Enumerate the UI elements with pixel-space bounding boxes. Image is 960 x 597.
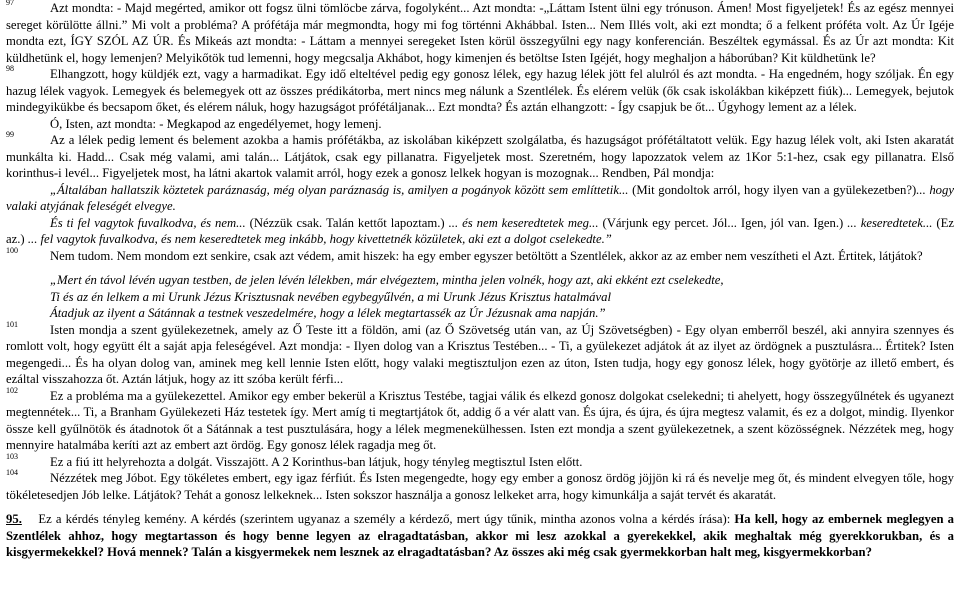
- paragraph-97: [6, 0, 954, 66]
- paragraph-number: 100: [6, 245, 18, 255]
- paragraph-101: [6, 319, 954, 388]
- paragraph-104: [6, 470, 954, 503]
- paragraph-text: Nem tudom. Nem mondom ezt senkire, csak azt védem, amit hiszek: ha egy ember egyszer betöltött a Szentlélek, akkor az az ember nem veszítheti el Azt. Értitek, látjátok?: [50, 248, 923, 263]
- question-lead: Ez a kérdés tényleg kemény. A kérdés (szerintem ugyanaz a személy a kérdező, mert úgy tűnik, mintha azonos volna a kérdés írása):: [38, 512, 731, 526]
- paragraph-text: Nézzétek meg Jóbot. Egy tökéletes embert, egy igaz férfiút. És Isten megengedte, hogy egy ember a gonosz ördög jöjjön ki rá és nevelje meg őt, és mindent elvegyen tőle, hogy tökéletesedjen Jób lelke. Látjátok? Tehát a gonosz lelkeknek... Isten sokszor használja a gonosz lelkeket arra, hogy kimunkálja a saját tervét és akaratát.: [6, 471, 954, 502]
- paragraph-text: Elhangzott, hogy küldjék ezt, vagy a harmadikat. Egy idő elteltével pedig egy gonosz lélek, egy hazug lélek jött fel alulról és azt mondta. - Ha engedném, hogy szóljak. Én egy hazug lélek vagyok. Lemegyek és belemegyek ott az összes prédikátorba, mert nincs meg nálunk a Szentlélek. És elérem velük (ők csak iskolákban kiképzett fiúk)... Lemegyek, bejutok mindegyikükbe és becsapom őket, és elérem náluk, hogy hazugságot prófétáljanak... Ezt mondta? És aztán elhangzott: - Így csapjuk be őt... Úgyhogy lement az a lélek.: [6, 67, 954, 114]
- paragraph-text: Az a lélek pedig lement és belement azokba a hamis prófétákba, az iskolában kiképzett szolgálatba, és hazugságot prófétáltatott velük. Egy hazug lélek volt, aki Isten akaratát munkálta ki. Hadd... Csak még valami, ami talán... Látjátok, csak egy pillanatra. Figyeljetek most. Szeretném, hogy lapozzatok velem az 1Kor 5:1-hez, csak egy pillanatra. Első korinthus-i levél... Figyeljetek most, ha látni akartok valamit arról, hogy ezek a gonosz lelkek hogyan is mozognak... Rendben, Pál mondja:: [6, 133, 954, 180]
- question-text: Ha kell, hogy az embernek meglegyen a Szentlélek ahhoz, hogy megtartasson és hogy benne legyen az elragadtatásban, akkor mi lesz azokkal a gyerekekkel, akik meghaltak még gyerekkorukban, és a kisgyermekekkel? Hová mennek? Talán a kisgyermekek nem lesznek az elragadtatásban? Az összes aki még csak gyermekkorban halt meg, kisgyermekkorban?: [6, 512, 954, 559]
- paragraph-number: 101: [6, 319, 18, 329]
- paragraph-text: Ez a fiú itt helyrehozta a dolgát. Visszajött. A 2 Korinthus-ban látjuk, hogy tényleg megtisztul Isten előtt.: [50, 454, 583, 469]
- paragraph-number: 97: [6, 0, 14, 7]
- paragraph-103: [6, 451, 954, 471]
- scripture-quote: Ti és az én lelkem a mi Urunk Jézus Krisztusnak nevében egybegyűlvén, a mi Urunk Jézus Krisztus hatalmával: [50, 289, 611, 304]
- paragraph-number: 104: [6, 468, 18, 477]
- scripture-quote: „Általában hallatszik köztetek paráznaság, még olyan paráznaság is, amilyen a pogányok között sem említtetik... (Mit gondoltok arról, hogy ilyen van a gyülekezetben?)... hogy valaki atyjának feleségét elvegye.: [6, 182, 954, 213]
- paragraph-number: 103: [6, 451, 18, 461]
- paragraph-number: 98: [6, 64, 14, 73]
- paragraph-text: Isten mondja a szent gyülekezetnek, amely az Ő Teste itt a földön, ami (az Ő Szövetség után van, az Új Szövetségben) - Egy olyan emberről beszél, aki annyira szennyes és romlott volt, hogy együtt élt a saját apja feleségével. Azt mondja: - Ilyen dolog van a Krisztus Testében... - Ti, a gyülekezet adjátok át az ilyet az ördögnek a pusztulásra... Értitek? Isten megengedi... És ha olyan dolog van, aminek meg kell lennie Isten előtt, hogy valaki megtisztuljon ezen az úton, Isten tudja, hogy egy gonosz lélek, hogy gyötörje az illető embert, és ezáltal visszahozza őt. Aztán látjuk, hogy az itt szóba került férfi...: [6, 322, 954, 386]
- paragraph-100: [6, 245, 954, 322]
- paragraph-number: 99: [6, 130, 14, 139]
- question-95: [6, 511, 954, 561]
- question-number: 95.: [6, 512, 22, 526]
- paragraph-text: Ez a probléma ma a gyülekezettel. Amikor egy ember bekerül a Krisztus Testébe, tagjai válik és elkezd gonosz dolgokat cselekedni; ti ahelyett, hogy összegyűlnétek és ugyanezt megtennétek... Ti, a Branham Gyülekezeti Ház testetek így. Mert amíg ti megtartjátok őt, addig ő a vér alatt van. És újra, és újra, és újra megtesz valamit, és ez a dolgot, mindig. Ilyenkor össze kell gyűlnötök és átadnotok őt a Sátánnak a test pusztulására, hogy a lélek megmenekülhessen. Isten ezt mondja a szent gyülekezetnek, a szent közösségnek. Nézzétek meg, hogy mennyire hatalmába keríti azt az embert azt ördög. Egy gonosz lélek ragadja meg őt.: [6, 388, 954, 452]
- paragraph-number: 102: [6, 385, 18, 395]
- paragraph-text: Ó, Isten, azt mondta: - Megkapod az engedélyemet, hogy lemenj.: [50, 116, 382, 131]
- document-page: [6, 0, 954, 561]
- paragraph-98: [6, 66, 954, 132]
- scripture-quote: És ti fel vagytok fuvalkodva, és nem... (Nézzük csak. Talán kettőt lapoztam.) ... és nem keseredtetek meg... (Várjunk egy percet. Jól... Igen, jól van. Igen.) ... keseredtetek... (Ez az.) ... fel vagytok fuvalkodva, és nem keseredtetek meg inkább, hogy kivettetnék közületek, aki ezt a dolgot cselekedte.”: [6, 215, 954, 246]
- paragraph-99: [6, 132, 954, 248]
- paragraph-102: [6, 385, 954, 454]
- scripture-quote: Átadjuk az ilyent a Sátánnak a testnek veszedelmére, hogy a lélek megtartassék az Úr Jézusnak ama napján.”: [50, 306, 606, 320]
- scripture-quote: „Mert én távol lévén ugyan testben, de jelen lévén lélekben, már elvégeztem, mintha jelen volnék, hogy azt, aki ekként ezt cselekedte,: [50, 273, 724, 287]
- paragraph-text: Azt mondta: - Majd megérted, amikor ott fogsz ülni tömlöcbe zárva, fogolyként... Azt mondta: -„Láttam Istent ülni egy trónuson. Ámen! Most figyeljetek! És az egész mennyei sereget körülötte állni.” Mi volt a probléma? A prófétája már megmondta, hogy mi fog történni Akhábbal. Isten... Nem Illés volt, aki ezt mondta; ő a felkent próféta volt. Az Úr Igéje mondta ezt, ÍGY SZÓL AZ ÚR. És Mikeás azt mondta: - Láttam a mennyei seregeket Isten körül összegyűlni egy nagy konferencián. Beszéltek egymással. És az Úr azt mondta: Kit küldhetünk el, hogy lemenjen? Melyikőtök tud lemenni, hogy megcsalja Akhábot, hogy kimenjen és betöltse Isten Igéjét, hogy meghaljon a háborúban? Kit küldhetünk le?: [6, 1, 954, 65]
